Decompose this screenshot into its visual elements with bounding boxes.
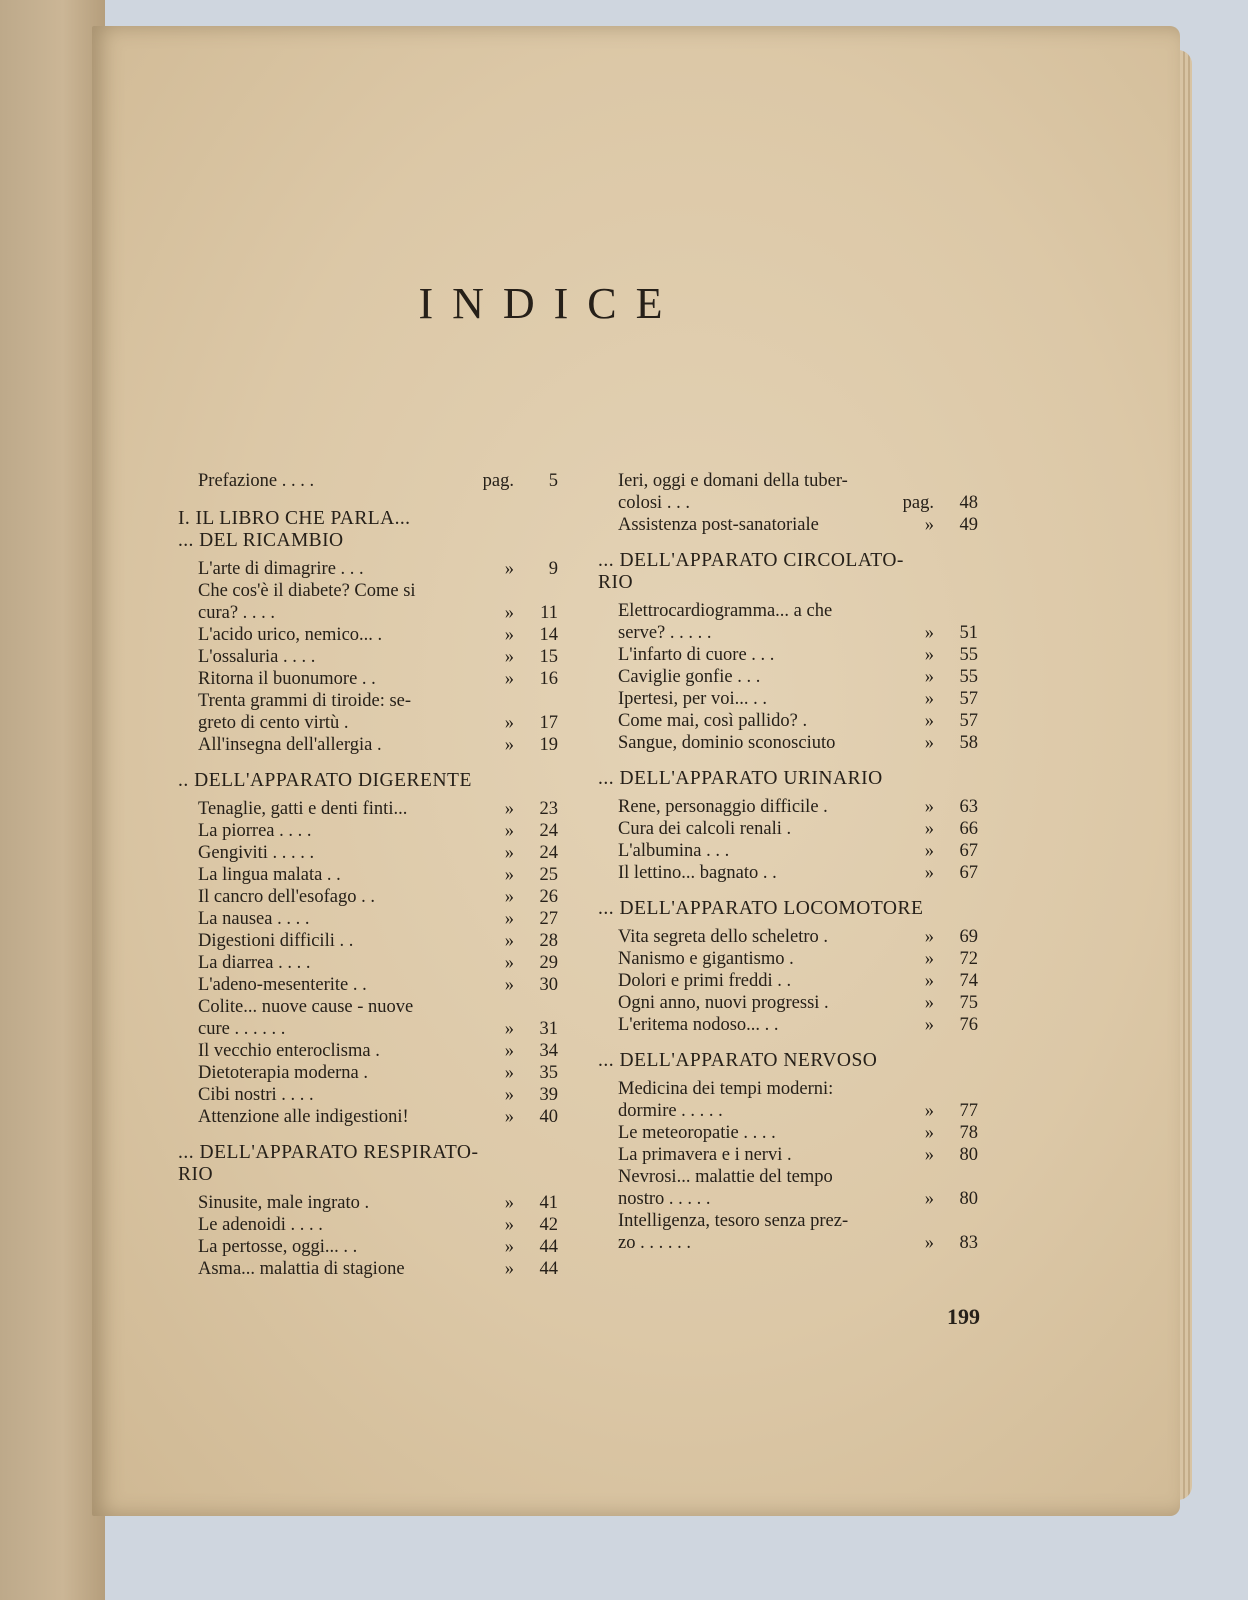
entry-title: serve? . . . . . xyxy=(618,623,712,643)
toc-entry xyxy=(178,886,558,908)
entry-title: Come mai, così pallido? . xyxy=(618,711,808,731)
entry-page: 63 xyxy=(959,797,978,817)
entry-title: L'adeno-mesenterite . . xyxy=(198,975,367,995)
entry-line xyxy=(198,1018,558,1040)
entry-title: L'ossaluria . . . . xyxy=(198,647,316,667)
toc-entry xyxy=(598,514,978,536)
entry-marker: » xyxy=(924,841,934,861)
entry-line xyxy=(198,690,558,712)
section-heading: ... DELL'APPARATO LOCOMOTORE xyxy=(598,898,924,919)
chapter-title: I. IL LIBRO CHE PARLA... xyxy=(178,508,411,529)
entry-marker: » xyxy=(924,1123,934,1143)
toc-entry xyxy=(178,952,558,974)
entry-line xyxy=(618,1210,978,1232)
entry-line xyxy=(618,1100,978,1122)
entry-marker: » xyxy=(924,623,934,643)
toc-entry xyxy=(598,688,978,710)
entry-title: colosi . . . xyxy=(618,493,690,513)
entry-line xyxy=(198,820,558,842)
entry-line xyxy=(198,996,558,1018)
entry-line xyxy=(198,1040,558,1062)
entry-page: 49 xyxy=(959,515,978,535)
entry-page: 40 xyxy=(539,1107,558,1127)
entry-line xyxy=(618,970,978,992)
entry-line xyxy=(618,1188,978,1210)
entry-line xyxy=(198,864,558,886)
entry-line xyxy=(198,908,558,930)
entry-marker: » xyxy=(504,1019,514,1039)
entry-page: 83 xyxy=(959,1233,978,1253)
section-heading: ... DELL'APPARATO CIRCOLATO- RIO xyxy=(598,550,904,593)
entry-line xyxy=(618,710,978,732)
toc-entry xyxy=(598,840,978,862)
entry-marker: » xyxy=(504,1041,514,1061)
entry-page: 41 xyxy=(539,1193,558,1213)
entry-line xyxy=(198,580,558,602)
entry-title: Cura dei calcoli renali . xyxy=(618,819,792,839)
entry-page: 34 xyxy=(539,1041,558,1061)
entry-line xyxy=(198,974,558,996)
entry-marker: » xyxy=(504,735,514,755)
section-heading: ... DELL'APPARATO RESPIRATO- RIO xyxy=(178,1142,479,1185)
entry-marker: » xyxy=(924,971,934,991)
toc-entry xyxy=(598,644,978,666)
entry-page: 74 xyxy=(959,971,978,991)
entry-page: 76 xyxy=(959,1015,978,1035)
entry-page: 35 xyxy=(539,1063,558,1083)
entry-line xyxy=(198,930,558,952)
entry-marker: » xyxy=(504,909,514,929)
toc-entry xyxy=(598,948,978,970)
entry-line xyxy=(198,646,558,668)
toc-entry xyxy=(178,908,558,930)
entry-title: Vita segreta dello scheletro . xyxy=(618,927,829,947)
entry-marker: pag. xyxy=(482,471,514,491)
toc-entry xyxy=(178,1192,558,1214)
chapter-subtitle: ... DEL RICAMBIO xyxy=(178,530,344,551)
entry-page: 75 xyxy=(959,993,978,1013)
entry-line xyxy=(618,622,978,644)
entry-page: 14 xyxy=(539,625,558,645)
entry-page: 31 xyxy=(539,1019,558,1039)
entry-title: Prefazione . . . . xyxy=(198,471,315,491)
toc-entry xyxy=(178,1106,558,1128)
entry-marker: » xyxy=(504,843,514,863)
toc-entry xyxy=(598,970,978,992)
entry-marker: » xyxy=(504,865,514,885)
entry-marker: » xyxy=(504,669,514,689)
entry-title: Il cancro dell'esofago . . xyxy=(198,887,375,907)
entry-title: L'acido urico, nemico... . xyxy=(198,625,383,645)
toc-entry xyxy=(178,1040,558,1062)
entry-line xyxy=(198,1236,558,1258)
toc-entry xyxy=(178,1258,558,1280)
entry-line xyxy=(198,734,558,756)
toc-entry xyxy=(598,1078,978,1122)
entry-title: L'albumina . . . xyxy=(618,841,730,861)
entry-line xyxy=(198,1192,558,1214)
entry-page: 30 xyxy=(539,975,558,995)
entry-page: 44 xyxy=(539,1259,558,1279)
chapter-heading xyxy=(178,508,558,552)
toc-entry xyxy=(178,558,558,580)
entry-page: 51 xyxy=(959,623,978,643)
toc-entry xyxy=(178,624,558,646)
entry-marker: » xyxy=(924,515,934,535)
toc-entry xyxy=(178,930,558,952)
toc-entry xyxy=(598,1210,978,1254)
entry-line xyxy=(618,840,978,862)
toc-entry xyxy=(598,600,978,644)
entry-line xyxy=(198,668,558,690)
entry-title: Rene, personaggio difficile . xyxy=(618,797,828,817)
entry-marker: » xyxy=(924,819,934,839)
entry-title: All'insegna dell'allergia . xyxy=(198,735,382,755)
entry-page: 48 xyxy=(959,493,978,513)
left-sections xyxy=(178,558,558,1280)
entry-line xyxy=(618,492,978,514)
toc-entry xyxy=(598,1014,978,1036)
entry-marker: » xyxy=(504,975,514,995)
entry-page: 55 xyxy=(959,667,978,687)
entry-title: Ieri, oggi e domani della tuber- xyxy=(618,471,848,491)
entry-title: Nanismo e gigantismo . xyxy=(618,949,794,969)
entry-title: Tenaglie, gatti e denti finti... xyxy=(198,799,408,819)
entry-marker: » xyxy=(504,713,514,733)
entry-title: Attenzione alle indigestioni! xyxy=(198,1107,409,1127)
entry-line xyxy=(618,666,978,688)
entry-line xyxy=(618,948,978,970)
toc-entry xyxy=(598,1122,978,1144)
page-number: 199 xyxy=(947,1304,980,1329)
entry-marker: » xyxy=(924,733,934,753)
entry-title: Ritorna il buonumore . . xyxy=(198,669,376,689)
entry-line xyxy=(198,558,558,580)
entry-page: 9 xyxy=(548,559,558,579)
toc-entry xyxy=(598,992,978,1014)
entry-marker: » xyxy=(924,711,934,731)
entry-line xyxy=(618,862,978,884)
toc-entry xyxy=(598,470,978,514)
entry-title: Trenta grammi di tiroide: se- xyxy=(198,691,412,711)
entry-line xyxy=(618,1166,978,1188)
entry-page: 80 xyxy=(959,1145,978,1165)
entry-marker: » xyxy=(504,559,514,579)
entry-title: La nausea . . . . xyxy=(198,909,310,929)
entry-title: La primavera e i nervi . xyxy=(618,1145,792,1165)
entry-title: Ipertesi, per voi... . . xyxy=(618,689,767,709)
toc-entry xyxy=(598,818,978,840)
toc-entry xyxy=(598,732,978,754)
toc-entry xyxy=(178,1214,558,1236)
entry-marker: » xyxy=(504,887,514,907)
entry-page: 55 xyxy=(959,645,978,665)
entry-title: cura? . . . . xyxy=(198,603,276,623)
entry-page: 27 xyxy=(539,909,558,929)
entry-marker: » xyxy=(924,993,934,1013)
entry-title: Gengiviti . . . . . xyxy=(198,843,315,863)
entry-title: L'infarto di cuore . . . xyxy=(618,645,775,665)
entry-title: Colite... nuove cause - nuove xyxy=(198,997,414,1017)
entry-line xyxy=(198,1084,558,1106)
entry-title: La lingua malata . . xyxy=(198,865,341,885)
toc-entry xyxy=(598,1166,978,1210)
entry-line xyxy=(618,992,978,1014)
entry-page: 78 xyxy=(959,1123,978,1143)
toc-entry xyxy=(598,666,978,688)
toc-entry xyxy=(178,864,558,886)
entry-page: 24 xyxy=(539,821,558,841)
toc-entry xyxy=(598,796,978,818)
entry-line xyxy=(198,842,558,864)
entry-title: Il lettino... bagnato . . xyxy=(618,863,777,883)
entry-line xyxy=(618,1232,978,1254)
entry-title: Asma... malattia di stagione xyxy=(198,1259,405,1279)
entry-marker: » xyxy=(504,1259,514,1279)
entry-title: Nevrosi... malattie del tempo xyxy=(618,1167,833,1187)
index-title: INDICE xyxy=(418,279,682,328)
entry-title: Sinusite, male ingrato . xyxy=(198,1193,370,1213)
entry-page: 16 xyxy=(539,669,558,689)
entry-marker: » xyxy=(504,1237,514,1257)
entry-page: 57 xyxy=(959,711,978,731)
entry-page: 24 xyxy=(539,843,558,863)
preface-entry xyxy=(178,470,558,492)
entry-marker: » xyxy=(924,863,934,883)
entry-marker: » xyxy=(924,1145,934,1165)
entry-marker: » xyxy=(924,689,934,709)
entry-marker: » xyxy=(924,1101,934,1121)
entry-marker: » xyxy=(924,645,934,665)
entry-line xyxy=(618,470,978,492)
entry-page: 17 xyxy=(539,713,558,733)
entry-marker: » xyxy=(504,1107,514,1127)
entry-title: greto di cento virtù . xyxy=(198,713,349,733)
entry-page: 72 xyxy=(959,949,978,969)
entry-title: Assistenza post-sanatoriale xyxy=(618,515,819,535)
toc-entry xyxy=(598,1144,978,1166)
entry-line xyxy=(618,514,978,536)
entry-line xyxy=(198,886,558,908)
entry-title: Digestioni difficili . . xyxy=(198,931,354,951)
entry-page: 57 xyxy=(959,689,978,709)
entry-marker: » xyxy=(504,603,514,623)
entry-page: 11 xyxy=(540,603,558,623)
entry-title: L'arte di dimagrire . . . xyxy=(198,559,364,579)
toc-entry xyxy=(598,926,978,948)
entry-marker: » xyxy=(504,1215,514,1235)
entry-marker: » xyxy=(924,927,934,947)
entry-title: cure . . . . . . xyxy=(198,1019,286,1039)
right-sections xyxy=(598,470,978,1254)
entry-title: Dolori e primi freddi . . xyxy=(618,971,792,991)
toc-entry xyxy=(178,734,558,756)
toc-entry xyxy=(178,1236,558,1258)
entry-marker: pag. xyxy=(902,493,934,513)
entry-marker: » xyxy=(504,1063,514,1083)
entry-line xyxy=(618,644,978,666)
entry-title: Cibi nostri . . . . xyxy=(198,1085,314,1105)
entry-line xyxy=(618,796,978,818)
entry-line xyxy=(618,732,978,754)
entry-title: zo . . . . . . xyxy=(618,1233,691,1253)
entry-page: 58 xyxy=(959,733,978,753)
entry-title: dormire . . . . . xyxy=(618,1101,723,1121)
toc-entry xyxy=(178,646,558,668)
toc-column-left xyxy=(178,470,558,1280)
entry-line xyxy=(618,818,978,840)
entry-title: Intelligenza, tesoro senza prez- xyxy=(618,1211,849,1231)
entry-page: 44 xyxy=(539,1237,558,1257)
entry-line xyxy=(198,798,558,820)
entry-line xyxy=(618,1122,978,1144)
toc-entry xyxy=(178,974,558,996)
entry-title: La pertosse, oggi... . . xyxy=(198,1237,358,1257)
entry-page: 69 xyxy=(959,927,978,947)
entry-page: 26 xyxy=(539,887,558,907)
entry-line xyxy=(198,1062,558,1084)
entry-marker: » xyxy=(924,667,934,687)
entry-title: Le meteoropatie . . . . xyxy=(618,1123,776,1143)
entry-line xyxy=(198,1106,558,1128)
entry-marker: » xyxy=(504,953,514,973)
entry-page: 19 xyxy=(539,735,558,755)
section-heading: .. DELL'APPARATO DIGERENTE xyxy=(178,770,472,791)
entry-title: Che cos'è il diabete? Come si xyxy=(198,581,416,601)
toc-entry xyxy=(178,668,558,690)
entry-title: Ogni anno, nuovi progressi . xyxy=(618,993,829,1013)
entry-marker: » xyxy=(924,1015,934,1035)
entry-title: Elettrocardiogramma... a che xyxy=(618,601,833,621)
entry-page: 67 xyxy=(959,863,978,883)
entry-title: Medicina dei tempi moderni: xyxy=(618,1079,834,1099)
entry-line xyxy=(198,1258,558,1280)
entry-page: 42 xyxy=(539,1215,558,1235)
entry-page: 29 xyxy=(539,953,558,973)
entry-page: 5 xyxy=(548,471,558,491)
entry-line xyxy=(198,1214,558,1236)
entry-marker: » xyxy=(924,797,934,817)
entry-page: 66 xyxy=(959,819,978,839)
toc-entry xyxy=(178,996,558,1040)
entry-title: Dietoterapia moderna . xyxy=(198,1063,369,1083)
toc-column-right xyxy=(598,470,978,1254)
entry-marker: » xyxy=(504,931,514,951)
entry-title: Le adenoidi . . . . xyxy=(198,1215,323,1235)
entry-line xyxy=(198,712,558,734)
entry-line xyxy=(618,926,978,948)
toc-entry xyxy=(178,820,558,842)
entry-marker: » xyxy=(504,821,514,841)
entry-line xyxy=(198,602,558,624)
toc-entry xyxy=(178,798,558,820)
entry-marker: » xyxy=(504,647,514,667)
entry-marker: » xyxy=(504,799,514,819)
entry-title: Caviglie gonfie . . . xyxy=(618,667,761,687)
toc-entry xyxy=(598,862,978,884)
entry-page: 15 xyxy=(539,647,558,667)
entry-title: Sangue, dominio sconosciuto xyxy=(618,733,836,753)
entry-page: 28 xyxy=(539,931,558,951)
entry-marker: » xyxy=(504,1193,514,1213)
entry-line xyxy=(618,1014,978,1036)
entry-page: 39 xyxy=(539,1085,558,1105)
toc-entry xyxy=(178,690,558,734)
entry-marker: » xyxy=(924,949,934,969)
facing-page-edge xyxy=(0,0,105,1600)
entry-title: nostro . . . . . xyxy=(618,1189,711,1209)
entry-line xyxy=(618,1078,978,1100)
entry-marker: » xyxy=(504,1085,514,1105)
section-heading: ... DELL'APPARATO URINARIO xyxy=(598,768,883,789)
entry-title: Il vecchio enteroclisma . xyxy=(198,1041,380,1061)
entry-line xyxy=(618,600,978,622)
entry-line xyxy=(198,952,558,974)
entry-page: 67 xyxy=(959,841,978,861)
entry-title: L'eritema nodoso... . . xyxy=(618,1015,779,1035)
toc-entry xyxy=(598,710,978,732)
toc-entry xyxy=(178,1084,558,1106)
toc-entry xyxy=(178,1062,558,1084)
entry-page: 77 xyxy=(959,1101,978,1121)
toc-entry xyxy=(178,842,558,864)
entry-line xyxy=(198,624,558,646)
entry-page: 23 xyxy=(539,799,558,819)
entry-line xyxy=(618,688,978,710)
entry-marker: » xyxy=(504,625,514,645)
toc-entry xyxy=(178,580,558,624)
section-heading: ... DELL'APPARATO NERVOSO xyxy=(598,1050,878,1071)
entry-page: 80 xyxy=(959,1189,978,1209)
entry-title: La piorrea . . . . xyxy=(198,821,312,841)
entry-marker: » xyxy=(924,1189,934,1209)
entry-marker: » xyxy=(924,1233,934,1253)
entry-title: La diarrea . . . . xyxy=(198,953,311,973)
entry-page: 25 xyxy=(539,865,558,885)
entry-line xyxy=(618,1144,978,1166)
